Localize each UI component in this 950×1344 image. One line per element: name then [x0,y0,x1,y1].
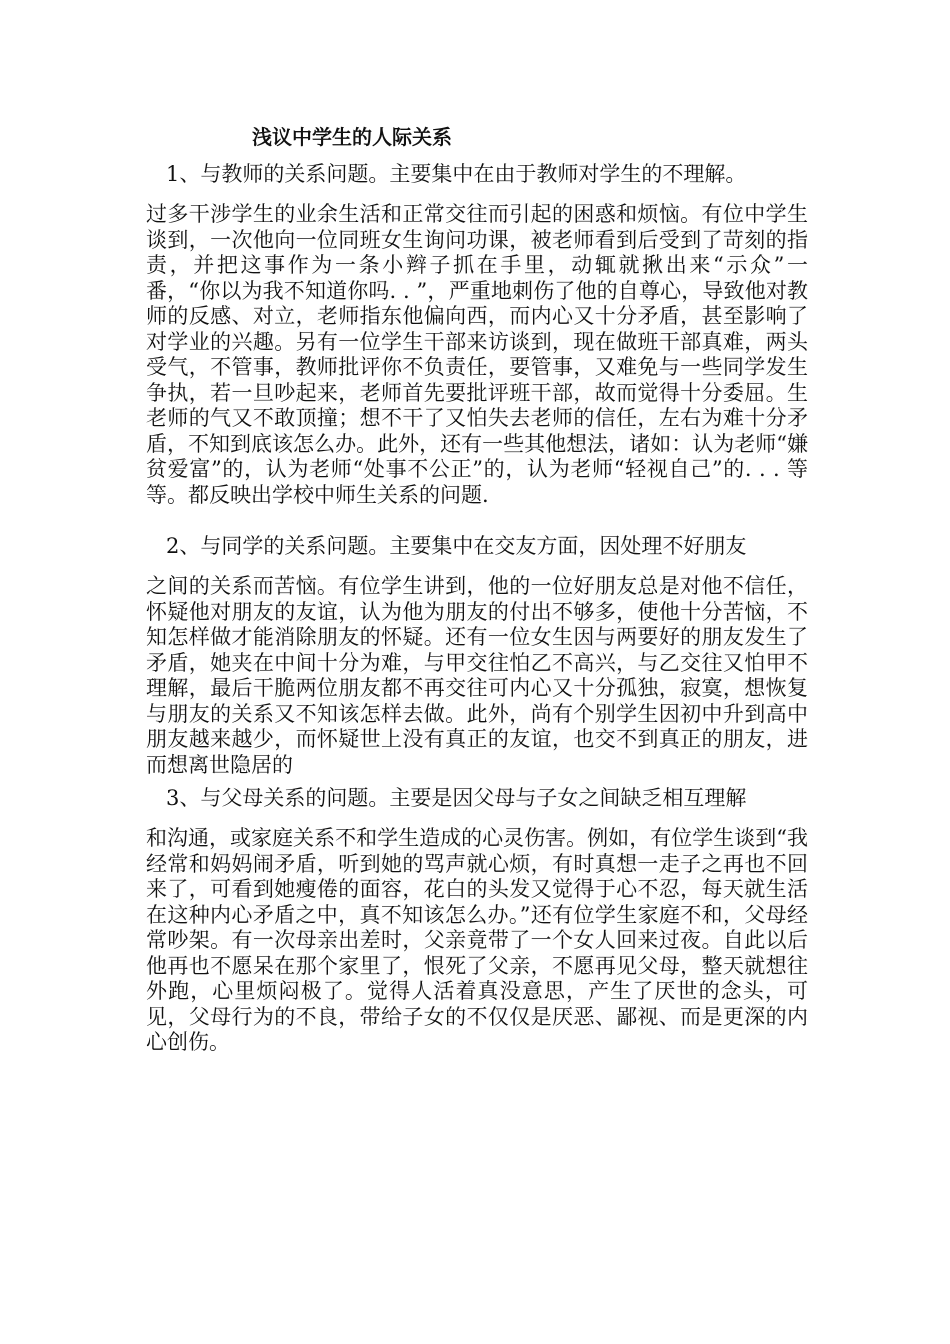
section-lead: 3、与父母关系的问题。主要是因父母与子女之间缺乏相互理解 [166,786,747,810]
document-title: 浅议中学生的人际关系 [252,125,452,149]
section-lead: 1、与教师的关系问题。主要集中在由于教师对学生的不理解。 [166,162,747,186]
section-parent-relations [146,784,808,1056]
section-classmate-relations [146,532,808,778]
section-body: 之间的关系而苦恼。有位学生讲到，他的一位好朋友总是对他不信任，怀疑他对朋友的友谊，认为他为朋友的付出不够多，使他十分苦恼，不知怎样做才能消除朋友的怀疑。还有一位女生因与两要好的朋友发生了矛盾，她夹在中间十分为难，与甲交往怕乙不高兴，与乙交往又怕甲不理解，最后干脆两位朋友都不再交往可内心又十分孤独，寂寞，想恢复与朋友的关系又不知该怎样去做。此外，尚有个别学生因初中升到高中朋友越来越少，而怀疑世上没有真正的友谊，也交不到真正的朋友，进而想离世隐居的 [146,574,808,777]
section-lead: 2、与同学的关系问题。主要集中在交友方面，因处理不好朋友 [166,534,747,558]
section-body: 和沟通，或家庭关系不和学生造成的心灵伤害。例如，有位学生谈到“我经常和妈妈闹矛盾，听到她的骂声就心烦，有时真想一走子之再也不回来了，可看到她瘦倦的面容，花白的头发又觉得于心不忍，每天就生活在这种内心矛盾之中，真不知该怎么办。”还有位学生家庭不和，父母经常吵架。有一次母亲出差时，父亲竟带了一个女人回来过夜。自此以后他再也不愿呆在那个家里了，恨死了父亲，不愿再见父母，整天就想往外跑，心里烦闷极了。觉得人活着真没意思，产生了厌世的念头，可见，父母行为的不良，带给子女的不仅仅是厌恶、鄙视、而是更深的内心创伤。 [146,826,808,1054]
section-teacher-relations [146,160,808,508]
section-body: 过多干涉学生的业余生活和正常交往而引起的困惑和烦恼。有位中学生谈到，一次他向一位同班女生询问功课，被老师看到后受到了苛刻的指责，并把这事作为一条小辫子抓在手里，动辄就揪出来“示众”一番，“你以为我不知道你吗. . ”，严重地刺伤了他的自尊心，导致他对教师的反感、对立，老师指东他偏向西，而内心又十分矛盾，甚至影响了对学业的兴趣。另有一位学生干部来访谈到，现在做班干部真难，两头受气，不管事，教师批评你不负责任，要管事，又难免与一些同学发生争执，若一旦吵起来，老师首先要批评班干部，故而觉得十分委屈。生老师的气又不敢顶撞；想不干了又怕失去老师的信任，左右为难十分矛盾，不知到底该怎么办。此外，还有一些其他想法，诸如：认为老师“嫌贫爱富”的，认为老师“处事不公正”的，认为老师“轻视自己”的. . . 等等。都反映出学校中师生关系的问题. [146,202,808,507]
